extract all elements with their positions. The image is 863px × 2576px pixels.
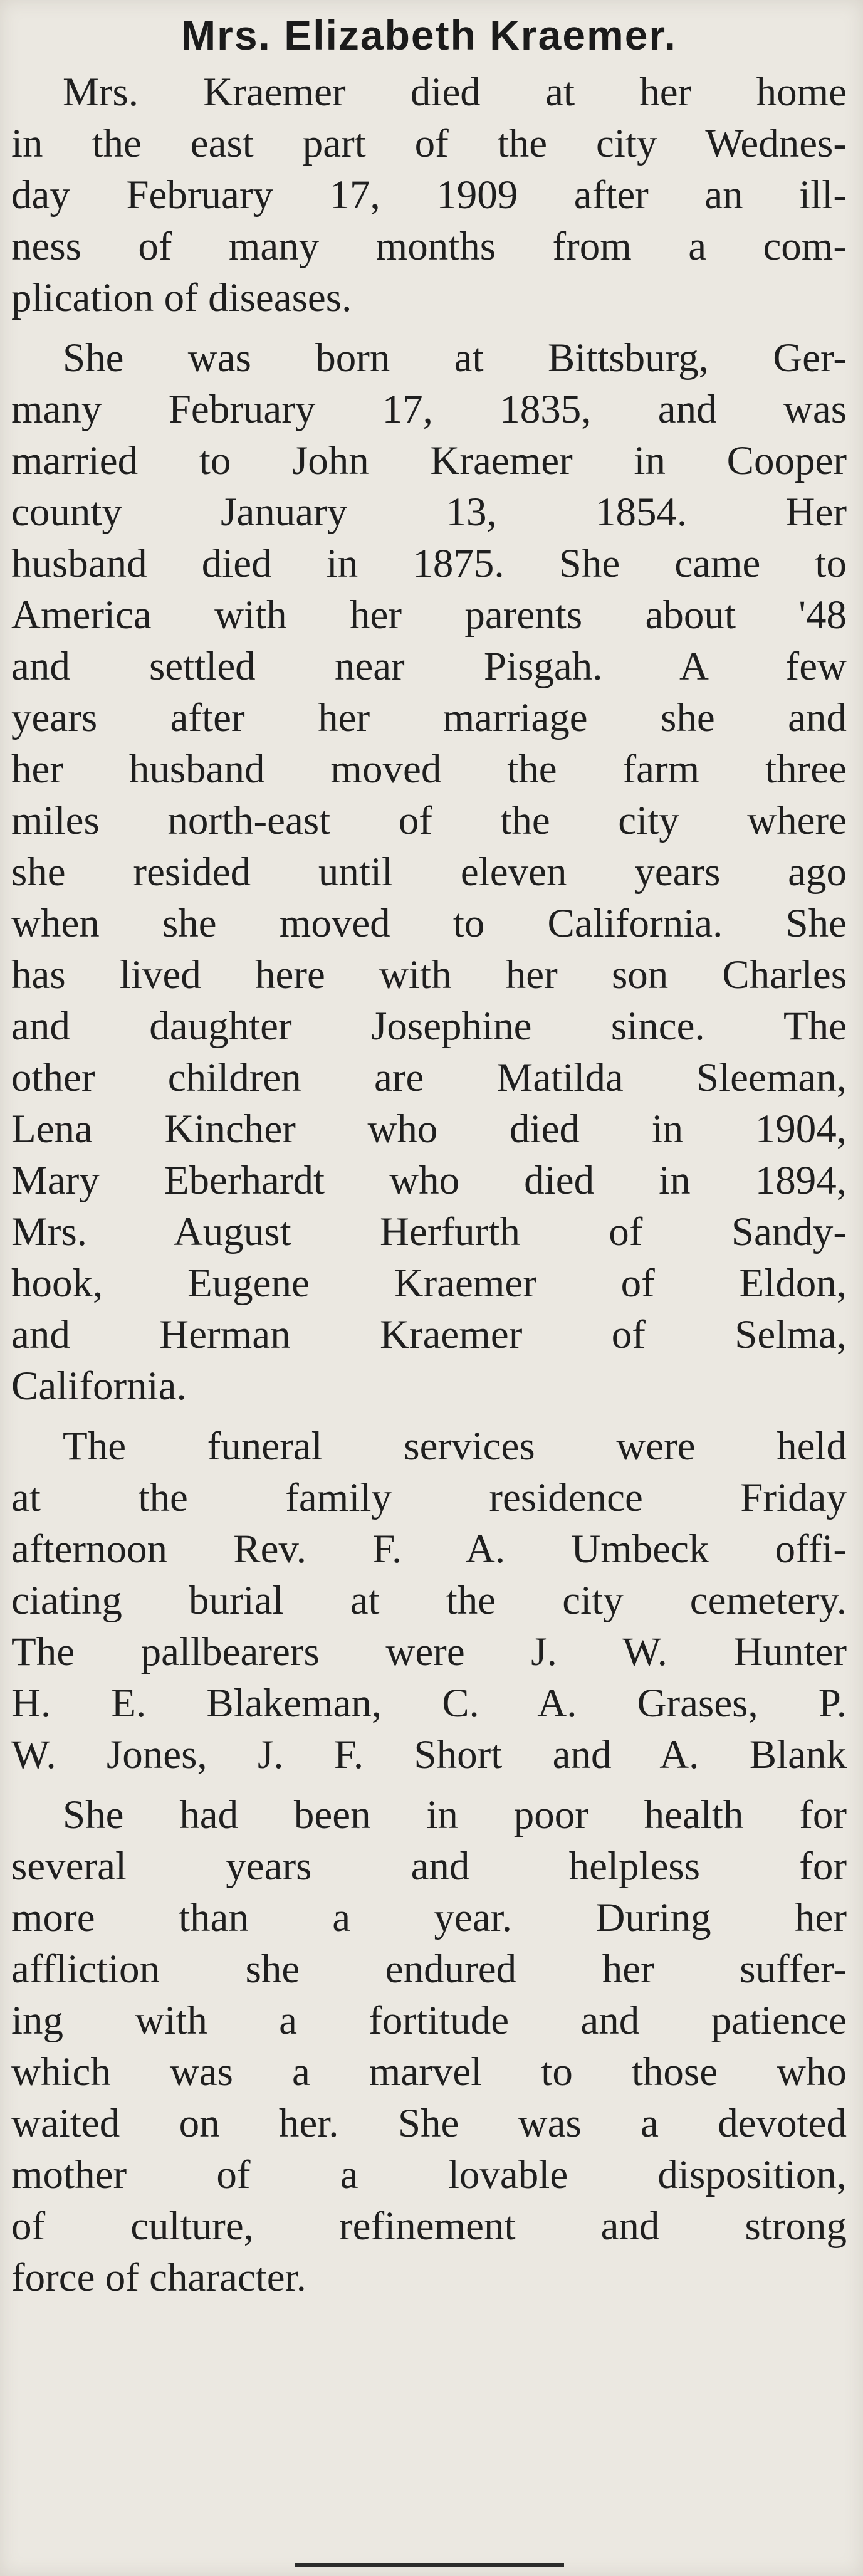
- text-line: has lived here with her son Charles: [11, 952, 847, 997]
- text-line: She had been in poor health for: [63, 1792, 847, 1837]
- text-line: mother of a lovable disposition,: [11, 2152, 847, 2197]
- text-line: She was born at Bittsburg, Ger-: [63, 335, 847, 381]
- text-line: affliction she endured her suffer-: [11, 1947, 847, 1992]
- text-line: and settled near Pisgah. A few: [11, 644, 847, 689]
- article-headline: Mrs. Elizabeth Kraemer.: [181, 12, 677, 58]
- text-line: waited on her. She was a devoted: [11, 2101, 847, 2146]
- text-line: in the east part of the city Wednes-: [11, 121, 847, 166]
- text-line: of culture, refinement and strong: [11, 2204, 847, 2249]
- text-line: ciating burial at the city cemetery.: [11, 1578, 847, 1623]
- text-line: The funeral services were held: [63, 1424, 847, 1469]
- text-line: Mrs. August Herfurth of Sandy-: [11, 1209, 847, 1254]
- text-line: at the family residence Friday: [11, 1475, 847, 1520]
- text-line: California.: [11, 1364, 187, 1409]
- text-line: hook, Eugene Kraemer of Eldon,: [11, 1261, 847, 1306]
- text-line: other children are Matilda Sleeman,: [11, 1055, 847, 1100]
- text-line: years after her marriage she and: [11, 695, 847, 740]
- section-divider-rule: [295, 2563, 564, 2567]
- text-line: married to John Kraemer in Cooper: [11, 438, 847, 483]
- text-line: and daughter Josephine since. The: [11, 1004, 847, 1049]
- article-paragraph: [11, 1421, 847, 1780]
- text-line: America with her parents about '48: [11, 592, 847, 638]
- text-line: day February 17, 1909 after an ill-: [11, 172, 847, 218]
- text-line: and Herman Kraemer of Selma,: [11, 1312, 847, 1357]
- text-line: which was a marvel to those who: [11, 2049, 847, 2095]
- text-line: miles north-east of the city where: [11, 798, 847, 843]
- article-column: [11, 9, 847, 2303]
- article-paragraph: [11, 66, 847, 323]
- text-line: more than a year. During her: [11, 1895, 847, 1940]
- text-line: Mrs. Kraemer died at her home: [63, 70, 847, 115]
- text-line: H. E. Blakeman, C. A. Grases, P.: [11, 1681, 847, 1726]
- text-line: plication of diseases.: [11, 275, 352, 320]
- text-line: ness of many months from a com-: [11, 224, 847, 269]
- text-line: The pallbearers were J. W. Hunter: [11, 1629, 847, 1674]
- text-line: when she moved to California. She: [11, 901, 847, 946]
- text-line: W. Jones, J. F. Short and A. Blank: [11, 1732, 847, 1777]
- text-line: many February 17, 1835, and was: [11, 387, 847, 432]
- text-line: husband died in 1875. She came to: [11, 541, 847, 586]
- text-line: afternoon Rev. F. A. Umbeck offi-: [11, 1527, 847, 1572]
- text-line: her husband moved the farm three: [11, 747, 847, 792]
- text-line: county January 13, 1854. Her: [11, 490, 847, 535]
- article-paragraph: [11, 332, 847, 1412]
- text-line: several years and helpless for: [11, 1844, 847, 1889]
- text-line: she resided until eleven years ago: [11, 849, 847, 895]
- article-paragraph: [11, 1789, 847, 2303]
- text-line: force of character.: [11, 2255, 306, 2300]
- text-line: Mary Eberhardt who died in 1894,: [11, 1158, 847, 1203]
- text-line: ing with a fortitude and patience: [11, 1998, 847, 2043]
- text-line: Lena Kincher who died in 1904,: [11, 1107, 847, 1152]
